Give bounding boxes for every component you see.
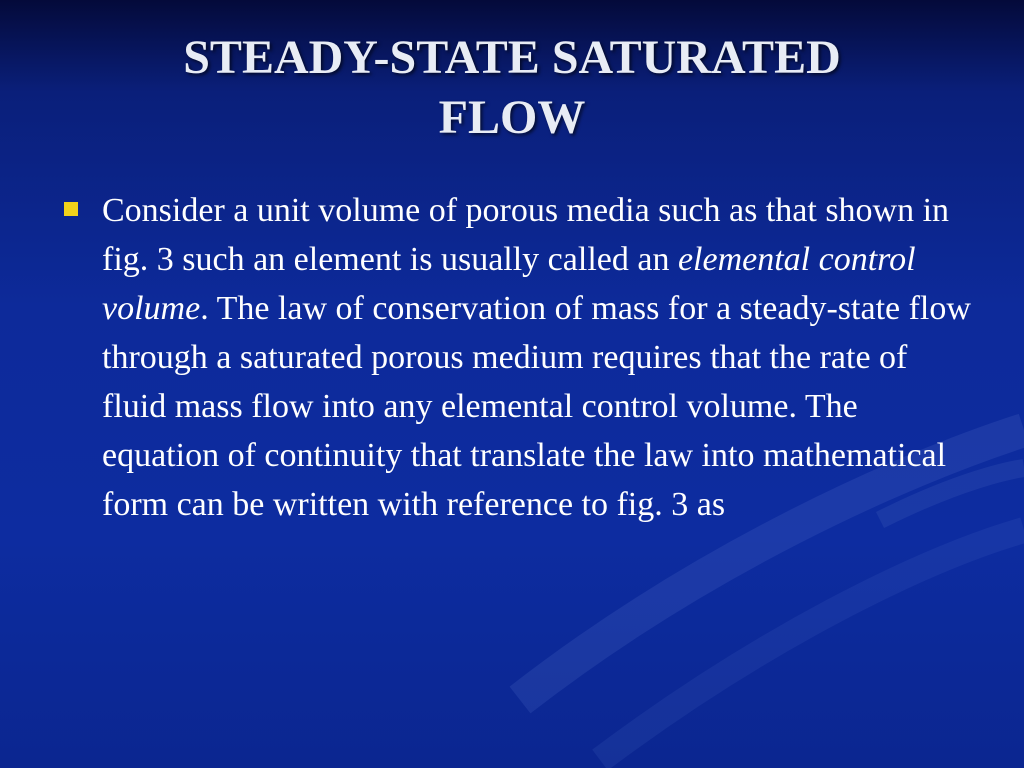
slide-title	[60, 28, 964, 148]
slide-title-line-1: STEADY-STATE SATURATED	[183, 31, 841, 84]
bullet-item	[62, 186, 974, 529]
bullet-text-before: Consider a unit volume of porous media such as that shown in fig. 3 such an element is usually called an	[102, 192, 950, 278]
bullet-text-after: . The law of conservation of mass for a steady-state flow through a saturated porous medium requires that the rate of fluid mass flow into any elemental control volume. The equation of continuity that translate the law into mathematical form can be written with reference to fig. 3 as	[102, 290, 971, 523]
bullet-emphasis: elemental control volume	[102, 241, 916, 327]
slide-title-line-2: FLOW	[438, 91, 586, 144]
bullet-paragraph	[102, 186, 974, 529]
square-bullet-icon	[64, 202, 78, 216]
slide-body	[62, 186, 974, 529]
